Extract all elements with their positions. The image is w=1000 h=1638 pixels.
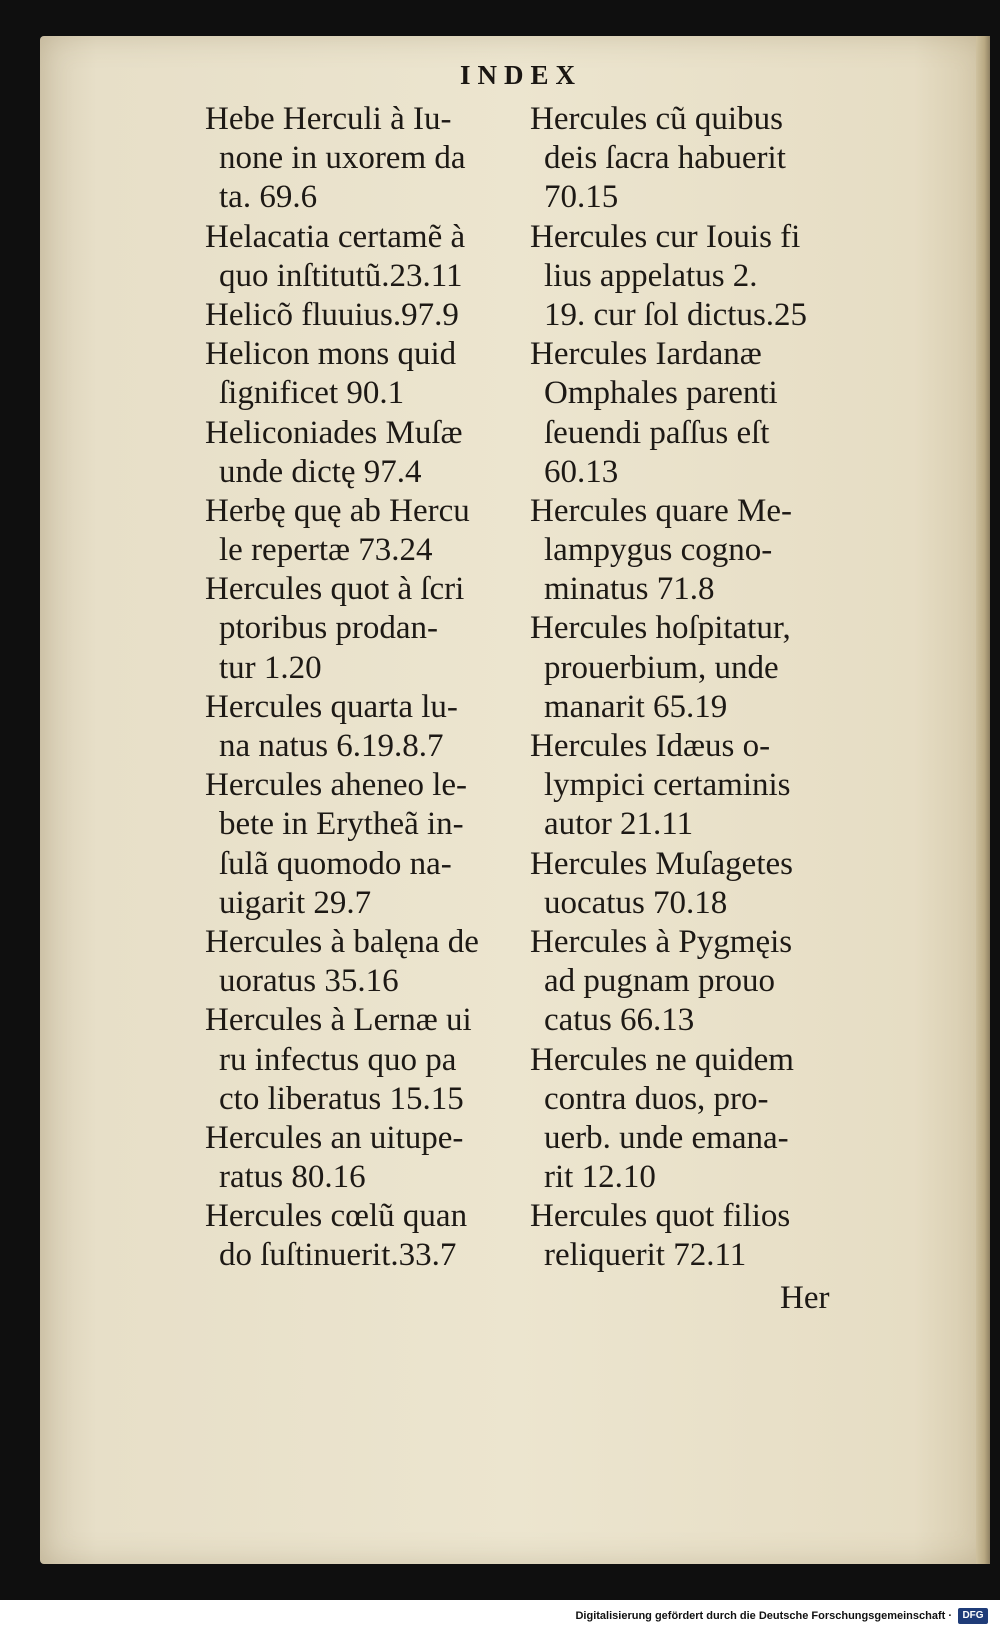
- index-entry-line: Herbę quę ab Hercu: [205, 492, 470, 529]
- index-entry-line: Hercules Idæus o-: [530, 728, 771, 764]
- index-entry-line: 60.13: [544, 453, 619, 490]
- index-entry-line: reliquerit 72.11: [544, 1237, 747, 1274]
- index-entry-line: ratus 80.16: [219, 1159, 366, 1196]
- page-edge: [976, 36, 990, 1564]
- index-entry-line: Hercules ne quidem: [530, 1041, 794, 1078]
- index-entry-line: uerb. unde emana-: [544, 1119, 789, 1156]
- index-entry-line: Heliconiades Muſæ: [205, 414, 463, 451]
- index-entry: [530, 609, 885, 727]
- index-entry-line: minatus 71.8: [544, 571, 715, 608]
- index-entry-line: Hercules à Lernæ ui: [205, 1002, 472, 1039]
- index-entry-line: rit 12.10: [544, 1159, 656, 1196]
- index-entry: [530, 335, 885, 492]
- index-entry: [530, 492, 885, 610]
- index-entry-line: ſulã quomodo na-: [219, 845, 452, 882]
- dfg-logo: DFG: [958, 1608, 988, 1624]
- index-entry-line: Helicõ fluuius.97.9: [205, 296, 459, 333]
- index-entry-line: lympici certaminis: [544, 767, 791, 804]
- index-entry: [530, 845, 885, 923]
- index-entry: [205, 296, 557, 335]
- index-entry: [205, 218, 557, 296]
- index-entry-line: contra duos, pro-: [544, 1080, 769, 1117]
- index-entry-line: Helicon mons quid: [205, 336, 457, 373]
- index-entry-line: none in uxorem da: [219, 140, 466, 177]
- index-entry-line: Hercules cur Iouis fi: [530, 218, 801, 255]
- catchword: Her: [780, 1280, 830, 1316]
- index-entry: [530, 100, 885, 218]
- index-entry-line: Hercules Muſagetes: [530, 845, 793, 882]
- index-entry-line: do ſuſtinuerit.33.7: [219, 1237, 457, 1274]
- index-entry-line: lampygus cogno-: [544, 532, 773, 569]
- index-entry-line: cto liberatus 15.15: [219, 1080, 464, 1117]
- index-entry: [205, 766, 557, 923]
- index-entry-line: catus 66.13: [544, 1002, 695, 1039]
- index-entry-line: Hercules hoſpitatur,: [530, 610, 791, 647]
- index-entry-line: Hercules Iardanæ: [530, 336, 762, 373]
- index-entry-line: Hercules quot à ſcri: [205, 571, 465, 608]
- index-entry: [205, 492, 557, 570]
- index-entry-line: ptoribus prodan-: [219, 610, 439, 647]
- index-entry-line: tur 1.20: [219, 649, 322, 686]
- index-entry: [530, 1197, 885, 1275]
- index-entry-line: bete in Erytheã in-: [219, 806, 464, 843]
- running-head: INDEX: [460, 60, 583, 90]
- index-entry-line: Hercules aheneo le-: [205, 767, 468, 804]
- index-entry: [530, 727, 885, 845]
- index-entry-line: ſeuendi paſſus eſt: [544, 414, 770, 451]
- index-entry-line: Helacatia certamẽ à: [205, 218, 466, 255]
- index-entry-line: uocatus 70.18: [544, 884, 728, 921]
- index-column-right: [530, 100, 885, 1276]
- index-entry-line: ſignificet 90.1: [219, 375, 405, 412]
- index-entry-line: uoratus 35.16: [219, 963, 399, 1000]
- index-entry-line: Hercules an uitupe-: [205, 1119, 464, 1156]
- index-entry-line: quo inſtitutũ.23.11: [219, 257, 463, 294]
- footer-bar: [0, 1600, 1000, 1638]
- index-entry-line: Hercules à balęna de: [205, 923, 479, 960]
- index-entry: [205, 414, 557, 492]
- index-entry: [205, 688, 557, 766]
- index-entry: [205, 1001, 557, 1119]
- index-entry-line: Hercules cũ quibus: [530, 101, 783, 137]
- index-entry-line: manarit 65.19: [544, 688, 728, 725]
- index-entry: [205, 100, 557, 218]
- index-entry: [205, 570, 557, 688]
- index-entry-line: uigarit 29.7: [219, 884, 372, 921]
- index-entry: [205, 1119, 557, 1197]
- index-entry-line: ta. 69.6: [219, 179, 318, 216]
- index-entry-line: Hercules quot filios: [530, 1198, 791, 1235]
- index-entry-line: prouerbium, unde: [544, 649, 779, 686]
- index-entry-line: ru infectus quo pa: [219, 1041, 457, 1078]
- index-column-left: [205, 100, 557, 1276]
- index-entry: [530, 1041, 885, 1198]
- index-entry-line: Hercules quarta lu-: [205, 688, 458, 725]
- index-entry-line: Hercules quare Me-: [530, 492, 793, 529]
- index-entry-line: lius appelatus 2.: [544, 257, 758, 294]
- index-entry: [530, 923, 885, 1041]
- index-entry: [530, 218, 885, 336]
- index-entry-line: na natus 6.19.8.7: [219, 728, 444, 764]
- index-entry-line: ad pugnam prouo: [544, 963, 775, 1000]
- index-entry-line: le repertæ 73.24: [219, 532, 433, 569]
- index-entry-line: deis ſacra habuerit: [544, 140, 786, 177]
- index-entry-line: Hercules à Pygmęis: [530, 923, 793, 960]
- index-entry-line: unde dictę 97.4: [219, 453, 422, 490]
- index-entry-line: 19. cur ſol dictus.25: [544, 296, 808, 333]
- index-entry: [205, 335, 557, 413]
- funding-credit: Digitalisierung gefördert durch die Deutsche Forschungsgemeinschaft ·: [575, 1610, 952, 1622]
- index-entry-line: Hebe Herculi à Iu-: [205, 101, 452, 137]
- index-entry: [205, 923, 557, 1001]
- index-entry: [205, 1197, 557, 1275]
- index-entry-line: Omphales parenti: [544, 375, 778, 412]
- index-entry-line: Hercules cœlũ quan: [205, 1198, 468, 1235]
- index-entry-line: autor 21.11: [544, 806, 694, 843]
- index-entry-line: 70.15: [544, 179, 619, 216]
